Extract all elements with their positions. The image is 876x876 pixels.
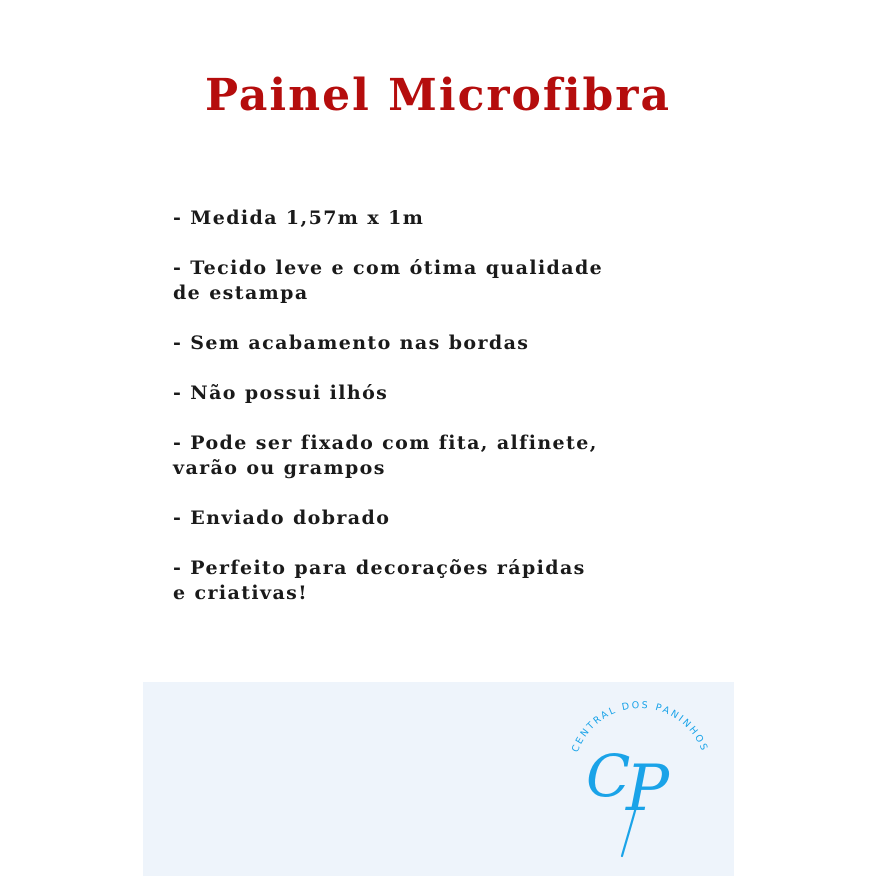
brand-name-arc: CENTRAL DOS PANINHOS	[569, 699, 711, 754]
feature-list	[173, 206, 733, 631]
feature-item: - Tecido leve e com ótima qualidade de estampa	[173, 257, 604, 304]
feature-item: - Pode ser fixado com fita, alfinete, varão ou grampos	[173, 432, 598, 479]
brand-logo	[560, 692, 720, 862]
feature-item: - Perfeito para decorações rápidas e criativas!	[173, 557, 586, 604]
feature-item: - Sem acabamento nas bordas	[173, 332, 530, 354]
feature-item: - Não possui ilhós	[173, 382, 389, 404]
feature-item: - Medida 1,57m x 1m	[173, 207, 425, 229]
feature-item: - Enviado dobrado	[173, 507, 391, 529]
monogram-letter-p: P	[626, 752, 670, 826]
page-title: Painel Microfibra	[205, 70, 671, 121]
monogram-letter-c: C	[586, 742, 631, 810]
